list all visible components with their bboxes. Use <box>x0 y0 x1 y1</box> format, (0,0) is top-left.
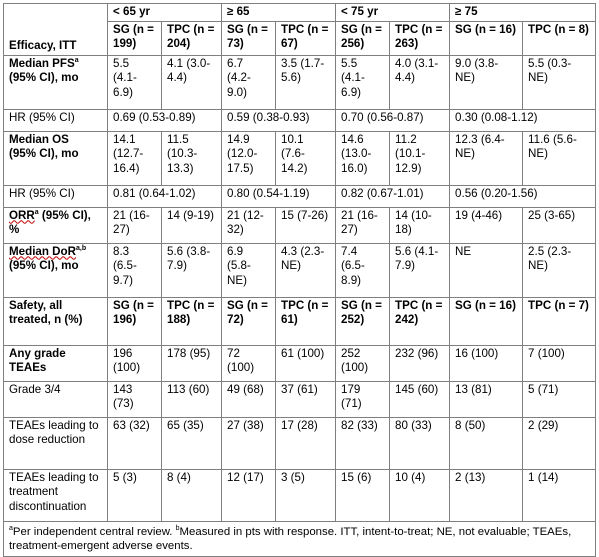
column-header: TPC (n = 242) <box>390 297 450 345</box>
table-cell: 5.6 (4.1-7.9) <box>390 243 450 297</box>
table-cell: 4.0 (3.1-4.4) <box>390 55 450 109</box>
table-cell: 5 (3) <box>108 469 162 521</box>
table-cell: 6.9 (5.8-NE) <box>222 243 276 297</box>
table-cell: 14 (10-18) <box>390 207 450 243</box>
group-under-75: < 75 yr <box>336 4 450 22</box>
table-cell: 61 (100) <box>276 345 336 381</box>
table-cell: 12.3 (6.4-NE) <box>450 131 523 185</box>
table-cell: 4.1 (3.0-4.4) <box>162 55 222 109</box>
table-cell: 0.82 (0.67-1.01) <box>336 185 450 207</box>
table-row <box>4 469 596 521</box>
column-header: TPC (n = 188) <box>162 297 222 345</box>
footnote-marker: a <box>34 208 39 216</box>
column-header: SG (n = 16) <box>450 21 523 55</box>
table-cell: 15 (6) <box>336 469 390 521</box>
table-cell: 11.5 (10.3-13.3) <box>162 131 222 185</box>
row-label: TEAEs leading to dose reduction <box>4 417 108 469</box>
table-row <box>4 207 596 243</box>
column-header: TPC (n = 67) <box>276 21 336 55</box>
safety-header-row <box>4 297 596 345</box>
footnote-text: Per independent central review. <box>12 525 176 538</box>
group-65-plus: ≥ 65 <box>222 4 336 22</box>
table-cell: 16 (100) <box>450 345 523 381</box>
row-label: Any grade TEAEs <box>4 345 108 381</box>
table-cell: 14.9 (12.0-17.5) <box>222 131 276 185</box>
table-cell: 5.5 (4.1-6.9) <box>336 55 390 109</box>
corner-cell: Efficacy, ITT <box>4 4 108 56</box>
table-cell: 5.5 (4.1-6.9) <box>108 55 162 109</box>
table-cell: 21 (16-27) <box>108 207 162 243</box>
row-label: TEAEs leading to treatment discontinuation <box>4 469 108 521</box>
row-label-text: ORR <box>9 208 35 222</box>
row-label-suffix: (95% CI), mo <box>9 71 79 85</box>
footnote-marker: a <box>9 524 13 532</box>
table-cell: 37 (61) <box>276 381 336 417</box>
column-header: SG (n = 72) <box>222 297 276 345</box>
table-cell: 0.59 (0.38-0.93) <box>222 109 336 131</box>
table-cell: 72 (100) <box>222 345 276 381</box>
column-header: SG (n = 73) <box>222 21 276 55</box>
table-cell: 0.69 (0.53-0.89) <box>108 109 222 131</box>
table-cell: 19 (4-46) <box>450 207 523 243</box>
table-cell: 12 (17) <box>222 469 276 521</box>
column-header: TPC (n = 263) <box>390 21 450 55</box>
data-table <box>3 3 596 557</box>
table-cell: 5.5 (0.3-NE) <box>523 55 596 109</box>
table-cell: 0.80 (0.54-1.19) <box>222 185 336 207</box>
table-cell: 0.70 (0.56-0.87) <box>336 109 450 131</box>
table-row <box>4 243 596 297</box>
footnote-row <box>4 521 596 557</box>
table-row <box>4 185 596 207</box>
row-label <box>4 131 108 185</box>
table-cell: 11.2 (10.1-12.9) <box>390 131 450 185</box>
table-cell: 17 (28) <box>276 417 336 469</box>
group-75-plus: ≥ 75 <box>450 4 596 22</box>
row-label <box>4 207 108 243</box>
row-label: Grade 3/4 <box>4 381 108 417</box>
row-label-suffix: (95% CI), mo <box>9 147 79 161</box>
table-cell: 196 (100) <box>108 345 162 381</box>
table-cell: 15 (7-26) <box>276 207 336 243</box>
table-cell: 14 (9-19) <box>162 207 222 243</box>
table-cell: 232 (96) <box>390 345 450 381</box>
table-cell: 7 (100) <box>523 345 596 381</box>
table-row <box>4 345 596 381</box>
group-under-65: < 65 yr <box>108 4 222 22</box>
table-body <box>4 4 596 557</box>
footnote <box>4 521 596 557</box>
table-cell: 0.30 (0.08-1.12) <box>450 109 596 131</box>
row-label: HR (95% CI) <box>4 185 108 207</box>
column-header: TPC (n = 7) <box>523 297 596 345</box>
table-cell: 80 (33) <box>390 417 450 469</box>
table-cell: 13 (81) <box>450 381 523 417</box>
table-cell: 8 (50) <box>450 417 523 469</box>
table-cell: 2 (13) <box>450 469 523 521</box>
table-cell: 8 (4) <box>162 469 222 521</box>
table-cell: 5 (71) <box>523 381 596 417</box>
row-label-text: Median OS <box>9 132 69 146</box>
row-label-suffix: (95% CI), % <box>9 208 91 237</box>
table-row <box>4 55 596 109</box>
table-cell: 63 (32) <box>108 417 162 469</box>
column-header: SG (n = 256) <box>336 21 390 55</box>
column-header: TPC (n = 61) <box>276 297 336 345</box>
table-cell: 14.6 (13.0-16.0) <box>336 131 390 185</box>
table-cell: 3.5 (1.7-5.6) <box>276 55 336 109</box>
table-row <box>4 131 596 185</box>
table-cell: 14.1 (12.7-16.4) <box>108 131 162 185</box>
table-cell: 65 (35) <box>162 417 222 469</box>
table-cell: 9.0 (3.8-NE) <box>450 55 523 109</box>
table-cell: 143 (73) <box>108 381 162 417</box>
column-header: TPC (n = 204) <box>162 21 222 55</box>
table-cell: 4.3 (2.3-NE) <box>276 243 336 297</box>
row-label <box>4 243 108 297</box>
footnote-marker: a,b <box>76 244 87 252</box>
group-header-row <box>4 4 596 22</box>
table-cell: 113 (60) <box>162 381 222 417</box>
table-row <box>4 109 596 131</box>
table-cell: 0.81 (0.64-1.02) <box>108 185 222 207</box>
column-header: TPC (n = 8) <box>523 21 596 55</box>
table-cell: 11.6 (5.6-NE) <box>523 131 596 185</box>
table-cell: 8.3 (6.5-9.7) <box>108 243 162 297</box>
table-cell: NE <box>450 243 523 297</box>
column-header: SG (n = 16) <box>450 297 523 345</box>
table-row <box>4 381 596 417</box>
table-cell: 0.56 (0.20-1.56) <box>450 185 596 207</box>
table-cell: 21 (16-27) <box>336 207 390 243</box>
column-header: SG (n = 199) <box>108 21 162 55</box>
table-row <box>4 417 596 469</box>
table-cell: 27 (38) <box>222 417 276 469</box>
table-cell: 7.4 (6.5-8.9) <box>336 243 390 297</box>
table-cell: 6.7 (4.2-9.0) <box>222 55 276 109</box>
row-label-text: Median PFS <box>9 56 75 70</box>
footnote-marker: a <box>74 56 79 64</box>
table-cell: 5.6 (3.8-7.9) <box>162 243 222 297</box>
table-cell: 10.1 (7.6-14.2) <box>276 131 336 185</box>
table-cell: 49 (68) <box>222 381 276 417</box>
row-label: HR (95% CI) <box>4 109 108 131</box>
table-cell: 178 (95) <box>162 345 222 381</box>
table-cell: 3 (5) <box>276 469 336 521</box>
table-cell: 10 (4) <box>390 469 450 521</box>
table-cell: 82 (33) <box>336 417 390 469</box>
row-label-text: Median DoR <box>9 244 76 258</box>
row-label: Safety, all treated, n (%) <box>4 297 108 345</box>
table-cell: 179 (71) <box>336 381 390 417</box>
table-cell: 2.5 (2.3-NE) <box>523 243 596 297</box>
column-header: SG (n = 196) <box>108 297 162 345</box>
table-cell: 252 (100) <box>336 345 390 381</box>
table-cell: 1 (14) <box>523 469 596 521</box>
row-label <box>4 55 108 109</box>
table-cell: 145 (60) <box>390 381 450 417</box>
table-cell: 21 (12-32) <box>222 207 276 243</box>
footnote-marker: b <box>175 524 180 532</box>
table-cell: 25 (3-65) <box>523 207 596 243</box>
column-header: SG (n = 252) <box>336 297 390 345</box>
table-cell: 2 (29) <box>523 417 596 469</box>
row-label-suffix: (95% CI), mo <box>9 259 79 273</box>
footnote-text: Measured in pts with response. ITT, intent-to-treat; NE, not evaluable; TEAEs, treatment-emergent adverse events. <box>9 525 572 552</box>
